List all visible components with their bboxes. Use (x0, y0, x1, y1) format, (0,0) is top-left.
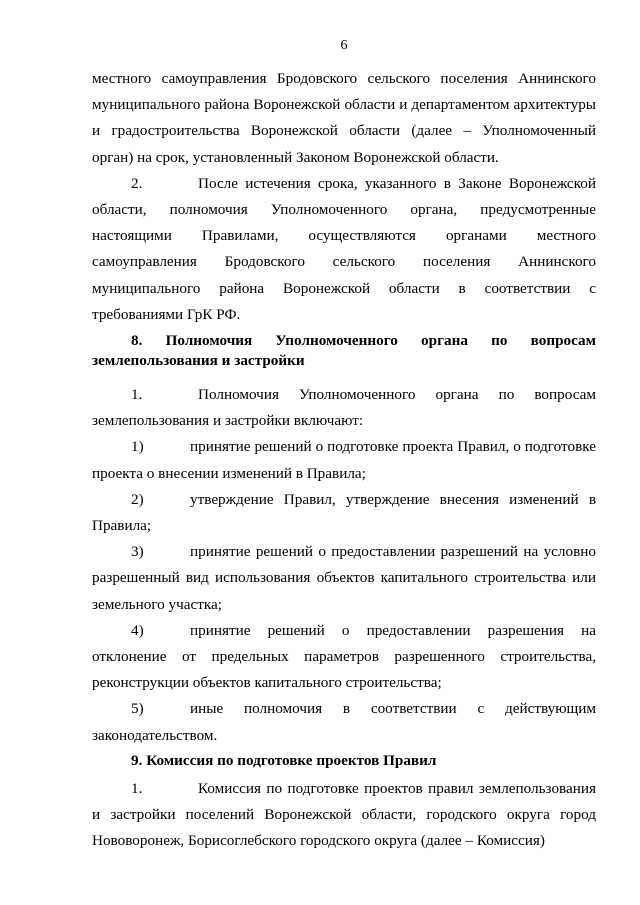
section-8-subitem-5-text: иные полномочия в соответствии с действующим законодательством. (92, 700, 596, 744)
paragraph-2-text: После истечения срока, указанного в Законе Воронежской области, полномочия Уполномоченного органа, предусмотренные настоящими Правилами, осуществляются органами местного самоуправления Бродовского сельского поселения Аннинского муниципального района Воронежской области в соответствии с требованиями ГрК РФ. (92, 174, 596, 323)
section-8-subitem-4-number: 4) (131, 621, 144, 639)
section-8-subitem-1-text: принятие решений о подготовке проекта Правил, о подготовке проекта о внесении изменений в Правила; (92, 438, 596, 482)
section-8-item-1-text: Полномочия Уполномоченного органа по вопросам землепользования и застройки включают: (92, 386, 596, 430)
section-9-item-1-text: Комиссия по подготовке проектов правил землепользования и застройки поселений Воронежской области, городского округа город Нововоронеж, Борисоглебского городского округа (далее – Комиссия) (92, 779, 596, 850)
section-8-subitem-3 (92, 539, 596, 618)
section-8-subitem-2-number: 2) (131, 490, 144, 508)
paragraph-intro: местного самоуправления Бродовского сельского поселения Аннинского муниципального района Воронежской области и департаментом архитектуры и градостроительства Воронежской области (далее – Уполномоченный орган) на срок, установленный Законом Воронежской области. (92, 70, 596, 166)
section-8-item-1 (92, 382, 596, 434)
section-9-heading: 9. Комиссия по подготовке проектов Правил (131, 751, 437, 769)
section-8-subitem-5-number: 5) (131, 700, 144, 718)
paragraph-2-number: 2. (131, 174, 143, 192)
section-8-subitem-4-text: принятие решений о предоставлении разрешения на отклонение от предельных параметров разрешенного строительства, реконструкции объектов капитального строительства; (92, 621, 596, 692)
section-8-subitem-3-number: 3) (131, 543, 144, 561)
section-8-subitem-4 (92, 618, 596, 697)
document-page (92, 38, 596, 854)
section-8-subitem-2 (92, 487, 596, 539)
page-number: 6 (340, 38, 348, 53)
section-8-heading: 8. Полномочия Уполномоченного органа по вопросам землепользования и застройки (92, 332, 596, 370)
section-8-subitem-5 (92, 696, 596, 748)
section-9-item-1 (92, 776, 596, 855)
section-8-subitem-3-text: принятие решений о предоставлении разрешений на условно разрешенный вид использования объектов капитального строительства или земельного участка; (92, 543, 596, 613)
section-9-item-1-number: 1. (131, 779, 143, 797)
section-8-subitem-1-number: 1) (131, 438, 144, 456)
section-8-item-1-number: 1. (131, 386, 143, 404)
paragraph-2 (92, 171, 596, 328)
section-8-subitem-2-text: утверждение Правил, утверждение внесения изменений в Правила; (92, 490, 596, 535)
section-8-subitem-1 (92, 434, 596, 486)
